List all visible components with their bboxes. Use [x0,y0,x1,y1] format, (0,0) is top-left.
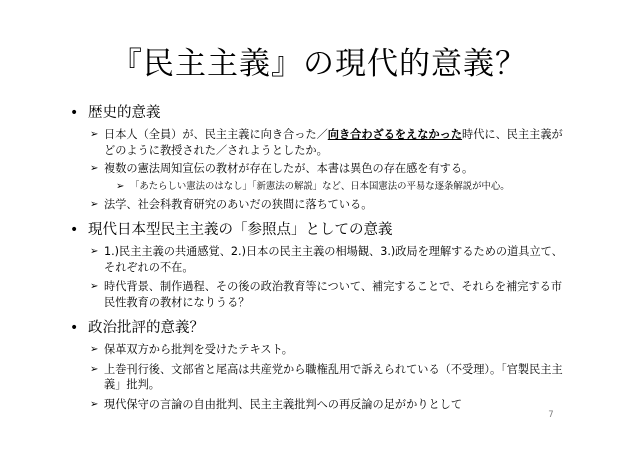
slide-body [70,103,570,412]
sub-sub-bullet [116,180,570,194]
arrow-bullet-icon: ➢ [90,246,99,257]
sub-bullet-text: 時代背景、制作過程、その後の政治教育等について、補完することで、それらを補完する市民性教育の教材になりうる？ [104,280,563,309]
page-number: 7 [548,410,554,420]
emphasized-text: 向き合わざるをえなかった [327,128,463,141]
arrow-bullet-icon: ➢ [90,281,99,292]
sub-bullet [90,362,570,393]
sub-bullet [90,244,570,275]
bullet-reference-point-significance [70,220,570,240]
arrow-bullet-icon: ➢ [90,398,99,410]
arrow-bullet-icon: ➢ [90,363,99,375]
sub-bullet-text: 複数の憲法周知宣伝の教材が存在したが、本書は異色の存在感を有する。 [104,162,474,175]
sub-bullet [90,279,570,310]
sub-bullet-text: 法学、社会科教育研究のあいだの狭間に落ちている。 [104,197,373,211]
arrow-bullet-icon: ➢ [90,129,99,140]
sub-bullet-text: 1.)民主主義の共通感覚、2.)日本の民主主義の相場観、3.)政局を理解するための道具立て、それぞれの不在。 [104,245,563,274]
sub-bullet-text-pre: 日本人（全員）が、民主主義に向き合った／ [104,128,328,141]
sub-bullet [90,397,570,413]
sub-bullet-text: 現代保守の言論の自由批判、民主主義批判への再反論の足がかりとして [104,397,463,411]
bullet-text: 政治批評的意義？ [88,320,204,336]
sub-bullet [90,127,570,158]
bullet-text: 現代日本型民主主義の「参照点」としての意義 [88,222,393,238]
bullet-text: 歴史的意義 [88,105,161,121]
sub-bullet [90,197,570,213]
sub-bullet-text-post: 時代に、民主主義がどのように教授された／されようとしたか。 [104,128,563,157]
bullet-dot-icon: • [70,105,79,121]
sub-bullet [90,161,570,177]
slide-title: 『民主主義』の現代的意義？ [111,46,527,82]
bullet-political-critique-significance [70,318,570,338]
sub-bullet-text: 上巻刊行後、文部省と尾高は共産党から職権乱用で訴えられている（不受理）。「官製民主主義」批判。 [104,362,563,391]
bullet-dot-icon: • [70,320,79,336]
bullet-dot-icon: • [70,222,79,238]
arrow-bullet-icon: ➢ [90,198,99,210]
arrow-bullet-icon: ➢ [116,180,125,192]
sub-sub-bullet-text: 「あたらしい憲法のはなし」「新憲法の解説」など、日本国憲法の平易な逐条解説が中心。 [130,180,510,192]
bullet-historical-significance [70,103,570,123]
sub-bullet [90,342,570,358]
sub-bullet-text: 保革双方から批判を受けたテキスト。 [104,343,293,356]
arrow-bullet-icon: ➢ [90,344,99,355]
arrow-bullet-icon: ➢ [90,163,99,174]
